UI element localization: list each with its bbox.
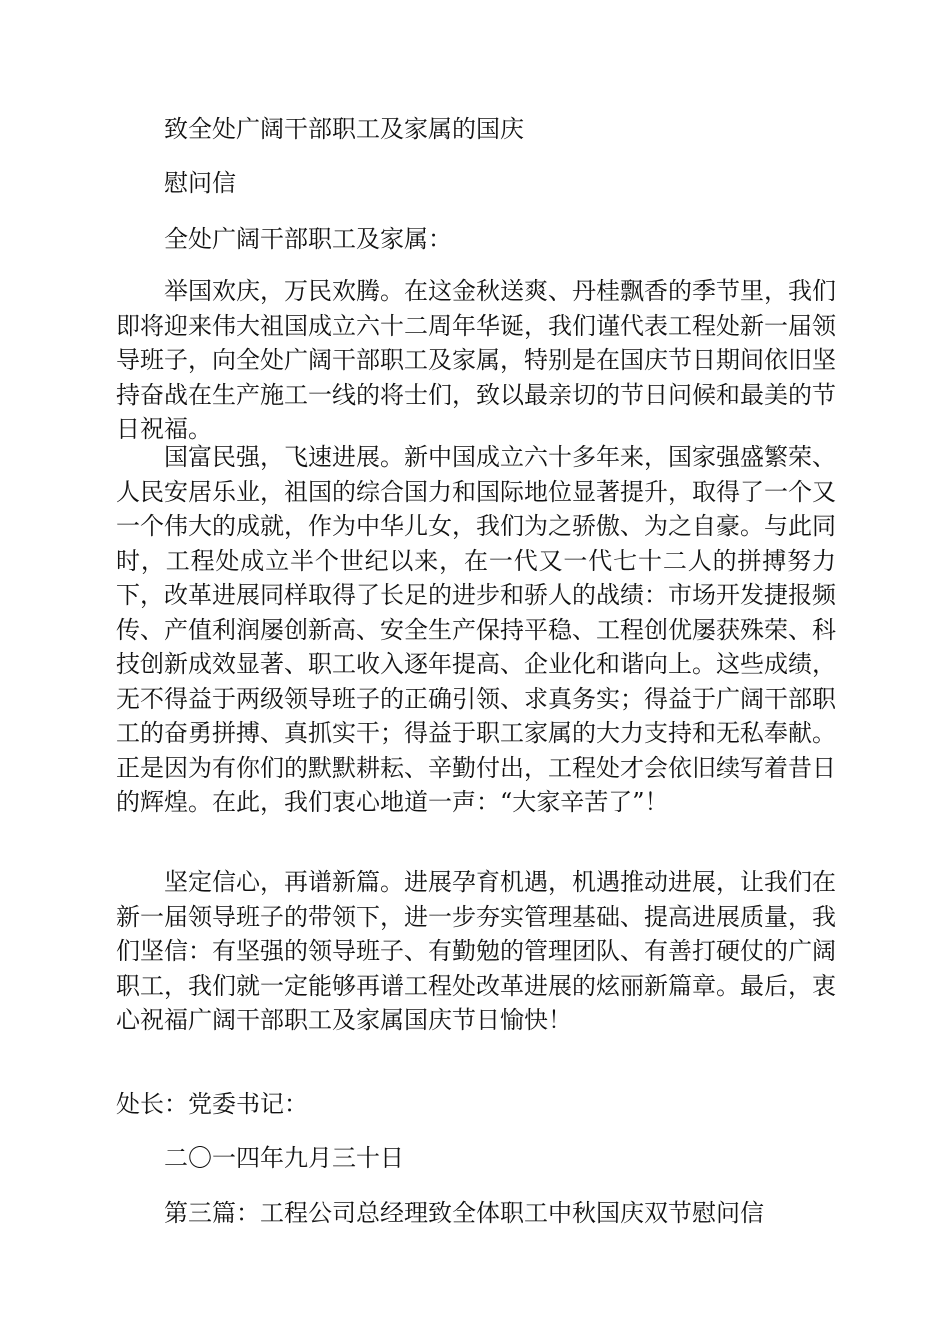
signature-line: 处长：党委书记： bbox=[116, 1090, 308, 1118]
paragraph-2: 国富民强，飞速进展。新中国成立六十多年来，国家强盛繁荣、人民安居乐业，祖国的综合国力和国际地位显著提升，取得了一个又一个伟大的成就，作为中华儿女，我们为之骄傲、为之自豪。与此同时，工程处成立半个世纪以来，在一代又一代七十二人的拼搏努力下，改革进展同样取得了长足的进步和骄人的战绩：市场开发捷报频传、产值利润屡创新高、安全生产保持平稳、工程创优屡获殊荣、科技创新成效显著、职工收入逐年提高、企业化和谐向上。这些成绩，无不得益于两级领导班子的正确引领、求真务实；得益于广阔干部职工的奋勇拼搏、真抓实干；得益于职工家属的大力支持和无私奉献。正是因为有你们的默默耕耘、辛勤付出，工程处才会依旧续写着昔日的辉煌。在此，我们衷心地道一声：“大家辛苦了”！ bbox=[116, 443, 836, 816]
next-section-heading: 第三篇：工程公司总经理致全体职工中秋国庆双节慰问信 bbox=[164, 1199, 764, 1227]
salutation: 全处广阔干部职工及家属： bbox=[164, 225, 452, 253]
document-title-line-1: 致全处广阔干部职工及家属的国庆 bbox=[164, 115, 524, 143]
date-line: 二〇一四年九月三十日 bbox=[164, 1144, 404, 1172]
paragraph-3: 坚定信心，再谱新篇。进展孕育机遇，机遇推动进展，让我们在新一届领导班子的带领下，进一步夯实管理基础、提高进展质量，我们坚信：有坚强的领导班子、有勤勉的管理团队、有善打硬仗的广阔职工，我们就一定能够再谱工程处改革进展的炫丽新篇章。最后，衷心祝福广阔干部职工及家属国庆节日愉快！ bbox=[116, 868, 836, 1034]
paragraph-1: 举国欢庆，万民欢腾。在这金秋送爽、丹桂飘香的季节里，我们即将迎来伟大祖国成立六十二周年华诞，我们谨代表工程处新一届领导班子，向全处广阔干部职工及家属，特别是在国庆节日期间依旧坚持奋战在生产施工一线的将士们，致以最亲切的节日问候和最美的节日祝福。 bbox=[116, 277, 836, 443]
document-title-line-2: 慰问信 bbox=[164, 169, 236, 197]
